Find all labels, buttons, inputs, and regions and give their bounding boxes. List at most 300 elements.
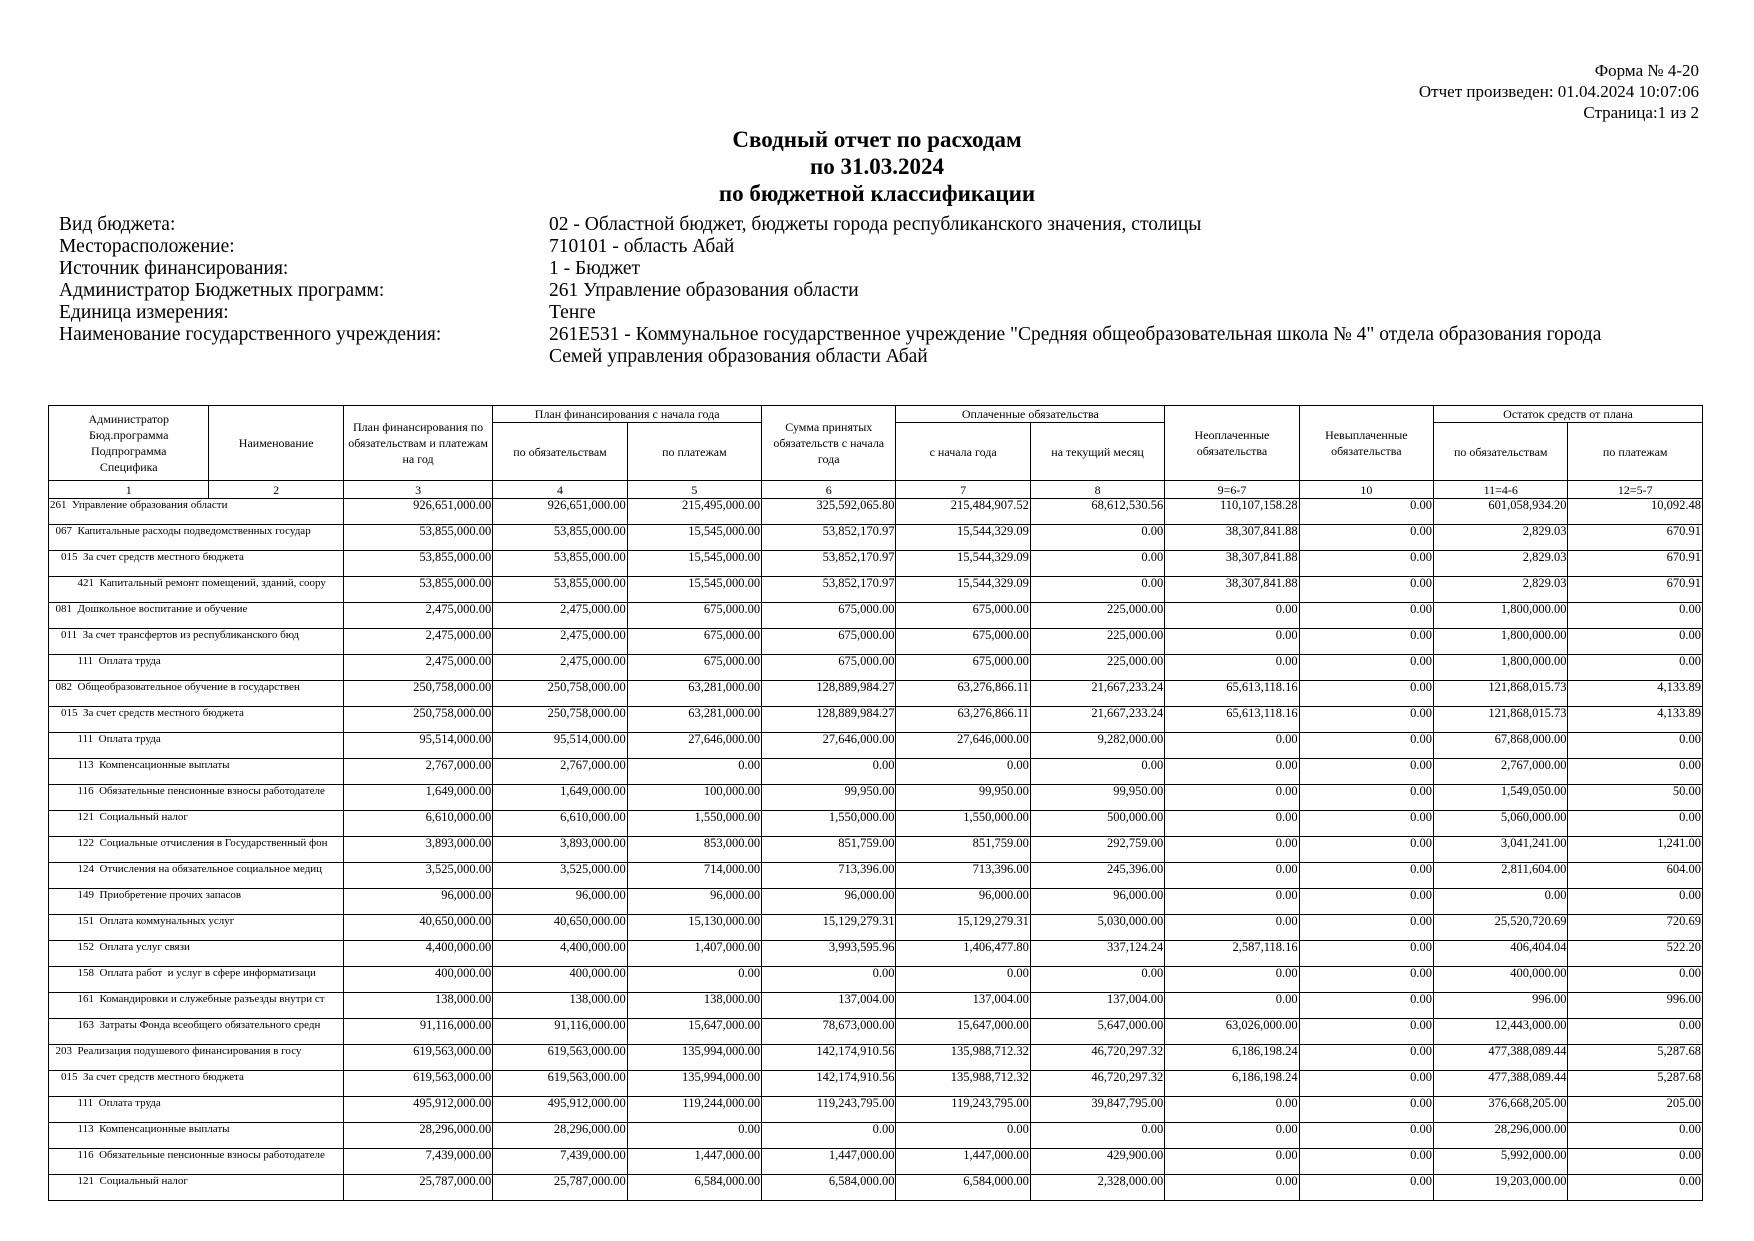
amount-cell: 3,993,595.96	[762, 941, 896, 967]
amount-cell: 675,000.00	[762, 655, 896, 681]
param-row	[59, 258, 1639, 280]
amount-cell: 205.00	[1568, 1097, 1703, 1123]
amount-cell: 65,613,118.16	[1165, 707, 1299, 733]
amount-cell: 2,587,118.16	[1165, 941, 1299, 967]
amount-cell: 0.00	[1165, 967, 1299, 993]
amount-cell: 477,388,089.44	[1434, 1071, 1568, 1097]
amount-cell: 996.00	[1568, 993, 1703, 1019]
amount-cell: 675,000.00	[627, 655, 761, 681]
amount-cell: 1,407,000.00	[627, 941, 761, 967]
amount-cell: 27,646,000.00	[762, 733, 896, 759]
amount-cell: 225,000.00	[1030, 629, 1164, 655]
amount-cell: 619,563,000.00	[493, 1045, 627, 1071]
amount-cell: 7,439,000.00	[493, 1149, 627, 1175]
amount-cell: 2,767,000.00	[343, 759, 492, 785]
amount-cell: 0.00	[1299, 629, 1433, 655]
header-specifics: Специфика	[99, 460, 158, 474]
param-label: Вид бюджета:	[59, 214, 176, 235]
column-number: 10	[1299, 481, 1433, 499]
param-value: 261 Управление образования области	[549, 280, 859, 301]
amount-cell: 292,759.00	[1030, 837, 1164, 863]
amount-cell: 2,475,000.00	[343, 603, 492, 629]
amount-cell: 926,651,000.00	[493, 499, 627, 525]
row-label: 261 Управление образования области	[49, 499, 209, 525]
param-label: Наименование государственного учреждения:	[59, 324, 442, 345]
amount-cell: 429,900.00	[1030, 1149, 1164, 1175]
amount-cell: 0.00	[1165, 811, 1299, 837]
table-row	[49, 1175, 1703, 1201]
amount-cell: 10,092.48	[1568, 499, 1703, 525]
amount-cell: 53,852,170.97	[762, 525, 896, 551]
amount-cell: 25,787,000.00	[343, 1175, 492, 1201]
amount-cell: 0.00	[1299, 915, 1433, 941]
header-subprogram: Подпрограмма	[90, 444, 167, 458]
amount-cell: 137,004.00	[1030, 993, 1164, 1019]
amount-cell: 15,544,329.09	[896, 577, 1030, 603]
column-number: 6	[762, 481, 896, 499]
amount-cell: 0.00	[1568, 889, 1703, 915]
column-number: 3	[343, 481, 492, 499]
header-codes	[49, 406, 209, 481]
param-row	[59, 280, 1639, 302]
row-label: 163 Затраты Фонда всеобщего обязательного средн	[49, 1019, 209, 1045]
amount-cell: 0.00	[1165, 759, 1299, 785]
amount-cell: 215,495,000.00	[627, 499, 761, 525]
amount-cell: 675,000.00	[896, 603, 1030, 629]
amount-cell: 0.00	[1299, 733, 1433, 759]
amount-cell: 1,649,000.00	[493, 785, 627, 811]
row-label: 121 Социальный налог	[49, 1175, 209, 1201]
amount-cell: 110,107,158.28	[1165, 499, 1299, 525]
column-number: 2	[209, 481, 343, 499]
amount-cell: 0.00	[1165, 785, 1299, 811]
amount-cell: 720.69	[1568, 915, 1703, 941]
amount-cell: 0.00	[627, 759, 761, 785]
amount-cell: 137,004.00	[896, 993, 1030, 1019]
table-row	[49, 759, 1703, 785]
param-value: 02 - Областной бюджет, бюджеты города республиканского значения, столицы	[549, 214, 1202, 235]
amount-cell: 3,525,000.00	[493, 863, 627, 889]
form-number: Форма № 4-20	[1594, 61, 1699, 80]
row-label: 067 Капитальные расходы подведомственных государ	[49, 525, 209, 551]
header-plan: План финансирования по обязательствам и платежам на год	[343, 406, 492, 481]
amount-cell: 6,186,198.24	[1165, 1045, 1299, 1071]
amount-cell: 406,404.04	[1434, 941, 1568, 967]
amount-cell: 6,186,198.24	[1165, 1071, 1299, 1097]
table-row	[49, 525, 1703, 551]
amount-cell: 46,720,297.32	[1030, 1045, 1164, 1071]
table-row	[49, 551, 1703, 577]
amount-cell: 2,829.03	[1434, 577, 1568, 603]
table-row	[49, 785, 1703, 811]
amount-cell: 135,994,000.00	[627, 1045, 761, 1071]
amount-cell: 0.00	[1030, 759, 1164, 785]
header-fin-plan-group: План финансирования с начала года	[493, 406, 762, 423]
amount-cell: 0.00	[1299, 603, 1433, 629]
row-label: 111 Оплата труда	[49, 733, 209, 759]
amount-cell: 119,243,795.00	[762, 1097, 896, 1123]
amount-cell: 0.00	[627, 967, 761, 993]
amount-cell: 0.00	[1299, 941, 1433, 967]
amount-cell: 0.00	[1299, 1071, 1433, 1097]
row-label: 116 Обязательные пенсионные взносы работодателе	[49, 1149, 209, 1175]
amount-cell: 926,651,000.00	[343, 499, 492, 525]
amount-cell: 63,281,000.00	[627, 707, 761, 733]
row-label: 151 Оплата коммунальных услуг	[49, 915, 209, 941]
amount-cell: 325,592,065.80	[762, 499, 896, 525]
amount-cell: 19,203,000.00	[1434, 1175, 1568, 1201]
amount-cell: 96,000.00	[343, 889, 492, 915]
amount-cell: 95,514,000.00	[343, 733, 492, 759]
table-row	[49, 967, 1703, 993]
amount-cell: 0.00	[1165, 889, 1299, 915]
amount-cell: 142,174,910.56	[762, 1071, 896, 1097]
param-value: 261E531 - Коммунальное государственное учреждение "Средняя общеобразовательная школа № 4" отдела образования города Семей управления образования области Абай	[549, 324, 1602, 367]
amount-cell: 0.00	[1165, 993, 1299, 1019]
amount-cell: 1,649,000.00	[343, 785, 492, 811]
table-row	[49, 1071, 1703, 1097]
row-name-spacer	[209, 1097, 343, 1123]
amount-cell: 1,447,000.00	[762, 1149, 896, 1175]
amount-cell: 225,000.00	[1030, 655, 1164, 681]
header-by-obligations: по обязательствам	[493, 423, 627, 481]
row-label: 149 Приобретение прочих запасов	[49, 889, 209, 915]
amount-cell: 0.00	[1165, 1175, 1299, 1201]
amount-cell: 53,852,170.97	[762, 551, 896, 577]
amount-cell: 400,000.00	[493, 967, 627, 993]
amount-cell: 0.00	[1165, 655, 1299, 681]
amount-cell: 0.00	[1165, 1123, 1299, 1149]
amount-cell: 6,610,000.00	[343, 811, 492, 837]
amount-cell: 5,030,000.00	[1030, 915, 1164, 941]
amount-cell: 675,000.00	[627, 603, 761, 629]
table-row	[49, 1123, 1703, 1149]
amount-cell: 53,855,000.00	[343, 525, 492, 551]
amount-cell: 2,475,000.00	[493, 603, 627, 629]
column-number: 4	[493, 481, 627, 499]
table-row	[49, 603, 1703, 629]
amount-cell: 27,646,000.00	[627, 733, 761, 759]
amount-cell: 400,000.00	[343, 967, 492, 993]
row-label: 152 Оплата услуг связи	[49, 941, 209, 967]
row-name-spacer	[209, 655, 343, 681]
amount-cell: 675,000.00	[627, 629, 761, 655]
amount-cell: 0.00	[1299, 551, 1433, 577]
amount-cell: 46,720,297.32	[1030, 1071, 1164, 1097]
amount-cell: 39,847,795.00	[1030, 1097, 1164, 1123]
row-label: 081 Дошкольное воспитание и обучение	[49, 603, 209, 629]
amount-cell: 28,296,000.00	[493, 1123, 627, 1149]
column-number: 9=6-7	[1165, 481, 1299, 499]
row-name-spacer	[209, 733, 343, 759]
row-name-spacer	[209, 499, 343, 525]
amount-cell: 135,988,712.32	[896, 1045, 1030, 1071]
table-row	[49, 1045, 1703, 1071]
amount-cell: 68,612,530.56	[1030, 499, 1164, 525]
amount-cell: 15,129,279.31	[762, 915, 896, 941]
header-unpaid-out: Невыплаченные обязательства	[1299, 406, 1433, 481]
amount-cell: 2,829.03	[1434, 525, 1568, 551]
amount-cell: 0.00	[1568, 1019, 1703, 1045]
amount-cell: 99,950.00	[762, 785, 896, 811]
report-title	[0, 126, 1754, 207]
amount-cell: 0.00	[1299, 681, 1433, 707]
amount-cell: 0.00	[1165, 733, 1299, 759]
amount-cell: 0.00	[896, 1123, 1030, 1149]
amount-cell: 5,647,000.00	[1030, 1019, 1164, 1045]
amount-cell: 63,276,866.11	[896, 681, 1030, 707]
amount-cell: 40,650,000.00	[343, 915, 492, 941]
amount-cell: 63,281,000.00	[627, 681, 761, 707]
amount-cell: 137,004.00	[762, 993, 896, 1019]
amount-cell: 500,000.00	[1030, 811, 1164, 837]
amount-cell: 0.00	[1299, 1123, 1433, 1149]
row-label: 111 Оплата труда	[49, 1097, 209, 1123]
amount-cell: 495,912,000.00	[343, 1097, 492, 1123]
amount-cell: 3,893,000.00	[493, 837, 627, 863]
amount-cell: 2,475,000.00	[493, 629, 627, 655]
amount-cell: 91,116,000.00	[493, 1019, 627, 1045]
amount-cell: 15,647,000.00	[627, 1019, 761, 1045]
amount-cell: 495,912,000.00	[493, 1097, 627, 1123]
row-label: 161 Командировки и служебные разъезды внутри ст	[49, 993, 209, 1019]
amount-cell: 53,855,000.00	[343, 551, 492, 577]
amount-cell: 121,868,015.73	[1434, 707, 1568, 733]
amount-cell: 7,439,000.00	[343, 1149, 492, 1175]
amount-cell: 4,133.89	[1568, 707, 1703, 733]
row-label: 121 Социальный налог	[49, 811, 209, 837]
amount-cell: 996.00	[1434, 993, 1568, 1019]
amount-cell: 5,992,000.00	[1434, 1149, 1568, 1175]
amount-cell: 5,060,000.00	[1434, 811, 1568, 837]
amount-cell: 0.00	[762, 1123, 896, 1149]
amount-cell: 63,276,866.11	[896, 707, 1030, 733]
amount-cell: 0.00	[1299, 889, 1433, 915]
param-row	[59, 302, 1639, 324]
header-rem-obligations: по обязательствам	[1434, 423, 1568, 481]
amount-cell: 91,116,000.00	[343, 1019, 492, 1045]
row-label: 158 Оплата работ и услуг в сфере информатизаци	[49, 967, 209, 993]
header-by-payments: по платежам	[627, 423, 761, 481]
amount-cell: 2,475,000.00	[493, 655, 627, 681]
amount-cell: 15,544,329.09	[896, 525, 1030, 551]
amount-cell: 0.00	[1165, 915, 1299, 941]
table-body	[49, 499, 1703, 1201]
row-label: 124 Отчисления на обязательное социальное медиц	[49, 863, 209, 889]
amount-cell: 12,443,000.00	[1434, 1019, 1568, 1045]
amount-cell: 0.00	[1299, 993, 1433, 1019]
amount-cell: 128,889,984.27	[762, 707, 896, 733]
amount-cell: 1,549,050.00	[1434, 785, 1568, 811]
amount-cell: 6,584,000.00	[762, 1175, 896, 1201]
amount-cell: 0.00	[896, 967, 1030, 993]
amount-cell: 53,852,170.97	[762, 577, 896, 603]
report-parameters	[59, 214, 1639, 368]
header-rem-payments: по платежам	[1568, 423, 1703, 481]
amount-cell: 250,758,000.00	[493, 707, 627, 733]
amount-cell: 119,244,000.00	[627, 1097, 761, 1123]
amount-cell: 6,584,000.00	[627, 1175, 761, 1201]
table-row	[49, 1097, 1703, 1123]
amount-cell: 619,563,000.00	[493, 1071, 627, 1097]
amount-cell: 0.00	[1568, 1123, 1703, 1149]
amount-cell: 40,650,000.00	[493, 915, 627, 941]
amount-cell: 601,058,934.20	[1434, 499, 1568, 525]
amount-cell: 0.00	[1165, 1149, 1299, 1175]
amount-cell: 619,563,000.00	[343, 1045, 492, 1071]
amount-cell: 96,000.00	[1030, 889, 1164, 915]
amount-cell: 53,855,000.00	[343, 577, 492, 603]
table-row	[49, 1019, 1703, 1045]
amount-cell: 250,758,000.00	[343, 707, 492, 733]
amount-cell: 215,484,907.52	[896, 499, 1030, 525]
header-unpaid-obligations: Неоплаченные обязательства	[1165, 406, 1299, 481]
expense-report-table	[48, 405, 1703, 1201]
header-admin: Администратор	[88, 412, 169, 426]
amount-cell: 604.00	[1568, 863, 1703, 889]
amount-cell: 0.00	[1030, 577, 1164, 603]
amount-cell: 27,646,000.00	[896, 733, 1030, 759]
row-label: 015 За счет средств местного бюджета	[49, 1071, 209, 1097]
amount-cell: 670.91	[1568, 525, 1703, 551]
amount-cell: 245,396.00	[1030, 863, 1164, 889]
amount-cell: 0.00	[1434, 889, 1568, 915]
amount-cell: 0.00	[1299, 811, 1433, 837]
amount-cell: 15,545,000.00	[627, 525, 761, 551]
table-row	[49, 889, 1703, 915]
table-row	[49, 941, 1703, 967]
amount-cell: 853,000.00	[627, 837, 761, 863]
amount-cell: 0.00	[1568, 759, 1703, 785]
amount-cell: 851,759.00	[762, 837, 896, 863]
amount-cell: 6,584,000.00	[896, 1175, 1030, 1201]
title-line-2: по 31.03.2024	[809, 154, 944, 179]
header-program: Бюд.программа	[89, 428, 169, 442]
amount-cell: 138,000.00	[493, 993, 627, 1019]
amount-cell: 0.00	[1568, 811, 1703, 837]
amount-cell: 3,893,000.00	[343, 837, 492, 863]
amount-cell: 1,800,000.00	[1434, 655, 1568, 681]
page-indicator: Страница:1 из 2	[1583, 103, 1699, 122]
table-row	[49, 1149, 1703, 1175]
amount-cell: 0.00	[1299, 759, 1433, 785]
amount-cell: 6,610,000.00	[493, 811, 627, 837]
param-value: 1 - Бюджет	[549, 258, 641, 279]
amount-cell: 0.00	[1030, 967, 1164, 993]
amount-cell: 0.00	[1030, 1123, 1164, 1149]
amount-cell: 121,868,015.73	[1434, 681, 1568, 707]
amount-cell: 28,296,000.00	[343, 1123, 492, 1149]
amount-cell: 0.00	[1030, 525, 1164, 551]
column-number: 5	[627, 481, 761, 499]
amount-cell: 0.00	[1568, 629, 1703, 655]
amount-cell: 50.00	[1568, 785, 1703, 811]
amount-cell: 376,668,205.00	[1434, 1097, 1568, 1123]
row-label: 116 Обязательные пенсионные взносы работодателе	[49, 785, 209, 811]
table-row	[49, 499, 1703, 525]
amount-cell: 675,000.00	[896, 629, 1030, 655]
amount-cell: 53,855,000.00	[493, 525, 627, 551]
param-label: Месторасположение:	[59, 236, 235, 257]
row-label: 203 Реализация подушевого финансирования в госу	[49, 1045, 209, 1071]
amount-cell: 0.00	[1299, 577, 1433, 603]
amount-cell: 713,396.00	[762, 863, 896, 889]
table-row	[49, 863, 1703, 889]
amount-cell: 0.00	[1299, 1175, 1433, 1201]
param-label: Администратор Бюджетных программ:	[59, 280, 385, 301]
row-label: 015 За счет средств местного бюджета	[49, 707, 209, 733]
column-number: 12=5-7	[1568, 481, 1703, 499]
amount-cell: 675,000.00	[762, 603, 896, 629]
amount-cell: 2,328,000.00	[1030, 1175, 1164, 1201]
table-row	[49, 577, 1703, 603]
amount-cell: 4,133.89	[1568, 681, 1703, 707]
amount-cell: 9,282,000.00	[1030, 733, 1164, 759]
amount-cell: 0.00	[1299, 499, 1433, 525]
amount-cell: 95,514,000.00	[493, 733, 627, 759]
row-name-spacer	[209, 811, 343, 837]
param-label: Источник финансирования:	[59, 258, 289, 279]
amount-cell: 0.00	[1165, 603, 1299, 629]
generated-timestamp: Отчет произведен: 01.04.2024 10:07:06	[1418, 82, 1699, 101]
amount-cell: 96,000.00	[896, 889, 1030, 915]
amount-cell: 99,950.00	[896, 785, 1030, 811]
amount-cell: 142,174,910.56	[762, 1045, 896, 1071]
amount-cell: 337,124.24	[1030, 941, 1164, 967]
amount-cell: 2,475,000.00	[343, 655, 492, 681]
amount-cell: 1,800,000.00	[1434, 603, 1568, 629]
amount-cell: 78,673,000.00	[762, 1019, 896, 1045]
param-row	[59, 236, 1639, 258]
amount-cell: 0.00	[1568, 733, 1703, 759]
title-line-1: Сводный отчет по расходам	[732, 127, 1022, 152]
amount-cell: 67,868,000.00	[1434, 733, 1568, 759]
column-number: 1	[49, 481, 209, 499]
amount-cell: 3,525,000.00	[343, 863, 492, 889]
amount-cell: 0.00	[1299, 837, 1433, 863]
amount-cell: 3,041,241.00	[1434, 837, 1568, 863]
amount-cell: 5,287.68	[1568, 1071, 1703, 1097]
amount-cell: 4,400,000.00	[343, 941, 492, 967]
table-row	[49, 707, 1703, 733]
amount-cell: 250,758,000.00	[493, 681, 627, 707]
table-row	[49, 837, 1703, 863]
amount-cell: 0.00	[1568, 1175, 1703, 1201]
amount-cell: 0.00	[1299, 525, 1433, 551]
table-row	[49, 915, 1703, 941]
header-name: Наименование	[209, 406, 343, 481]
amount-cell: 25,520,720.69	[1434, 915, 1568, 941]
report-meta	[1419, 60, 1699, 123]
amount-cell: 477,388,089.44	[1434, 1045, 1568, 1071]
amount-cell: 0.00	[762, 967, 896, 993]
amount-cell: 128,889,984.27	[762, 681, 896, 707]
amount-cell: 15,129,279.31	[896, 915, 1030, 941]
amount-cell: 2,767,000.00	[1434, 759, 1568, 785]
amount-cell: 2,811,604.00	[1434, 863, 1568, 889]
amount-cell: 96,000.00	[762, 889, 896, 915]
amount-cell: 0.00	[1299, 1097, 1433, 1123]
amount-cell: 713,396.00	[896, 863, 1030, 889]
row-label: 421 Капитальный ремонт помещений, зданий, соору	[49, 577, 209, 603]
amount-cell: 400,000.00	[1434, 967, 1568, 993]
param-value: 710101 - область Абай	[549, 236, 735, 257]
row-name-spacer	[209, 941, 343, 967]
amount-cell: 0.00	[1299, 863, 1433, 889]
table-row	[49, 811, 1703, 837]
row-name-spacer	[209, 1175, 343, 1201]
amount-cell: 0.00	[1299, 655, 1433, 681]
